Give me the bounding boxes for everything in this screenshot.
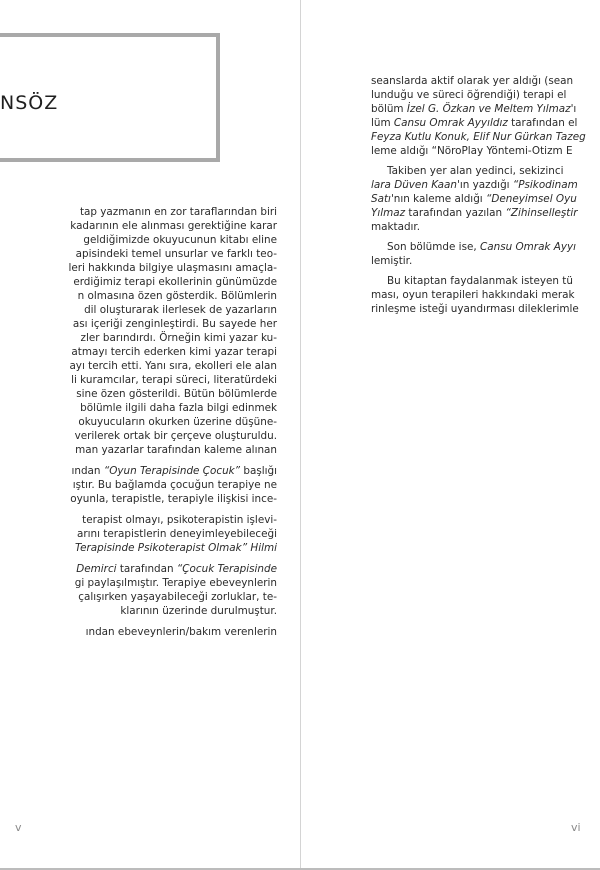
text-run: klarının üzerinde durulmuştur.	[120, 605, 277, 617]
text-run: 'ın yazdığı	[456, 179, 513, 191]
text-run: geldiğimizde okuyucunun kitabı eline	[83, 234, 277, 246]
right-text-line	[387, 164, 563, 178]
left-text-line	[80, 205, 277, 219]
left-text-line	[78, 415, 277, 429]
left-text-line	[73, 317, 277, 331]
text-run: 'ı	[570, 103, 577, 115]
text-run: lara Düven Kaan	[371, 179, 457, 191]
text-run: Son bölümde ise,	[387, 241, 480, 253]
right-page	[301, 0, 600, 870]
left-text-line	[78, 289, 277, 303]
text-run: “Çocuk Terapisinde	[176, 563, 277, 575]
text-run: tarafından	[116, 563, 177, 575]
text-run: zler barındırdı. Örneğin kimi yazar ku-	[80, 332, 277, 344]
left-text-line	[80, 401, 277, 415]
right-text-line	[371, 116, 577, 130]
text-run: Feyza Kutlu Konuk, Elif Nur Gürkan Tazeg	[371, 131, 586, 143]
left-text-line	[75, 541, 277, 555]
text-run: Terapisinde Psikoterapist Olmak”	[75, 542, 248, 554]
text-run: tap yazmanın en zor taraflarından biri	[79, 206, 277, 218]
text-run: ması, oyun terapileri hakkındaki merak	[371, 289, 575, 301]
page-number-right: vi	[571, 821, 581, 834]
right-text-line	[371, 130, 586, 144]
text-run: atmayı tercih ederken kimi yazar terapi	[71, 346, 277, 358]
left-text-line	[75, 429, 277, 443]
page-number-left: v	[15, 821, 22, 834]
left-text-line	[78, 590, 277, 604]
text-run: ından	[71, 465, 104, 477]
right-text-line	[371, 88, 566, 102]
text-run: bölümle ilgili daha fazla bilgi edinmek	[80, 402, 277, 414]
right-text-line	[371, 220, 420, 234]
text-run: okuyucuların okurken üzerine düşüne-	[78, 416, 277, 428]
chapter-title: NSÖZ	[0, 92, 59, 114]
text-run: başlığı	[240, 465, 277, 477]
text-run: n olmasına özen gösterdik. Bölümlerin	[77, 290, 277, 302]
text-run: leme aldığı “NöroPlay Yöntemi-Otizm E	[371, 145, 573, 157]
text-run: tarafından el	[507, 117, 578, 129]
left-text-line	[84, 303, 277, 317]
text-run: lüm	[371, 117, 394, 129]
text-run: lunduğu ve süreci öğrendiği) terapi el	[371, 89, 567, 101]
left-text-line	[69, 359, 277, 373]
text-run: gi paylaşılmıştır. Terapiye ebeveynlerin	[74, 577, 277, 589]
text-run: Yılmaz	[371, 207, 406, 219]
left-text-line	[81, 331, 277, 345]
right-text-line	[371, 144, 573, 158]
text-run: verilerek ortak bir çerçeve oluşturuldu.	[74, 430, 277, 442]
text-run: ası içeriği zenginleştirdi. Bu sayede her	[72, 318, 277, 330]
text-run: seanslarda aktif olarak yer aldığı (sean	[371, 75, 574, 87]
text-run: sine özen gösterildi. Bütün bölümlerde	[76, 388, 277, 400]
text-run: erdiğimiz terapi ekollerinin günümüzde	[73, 276, 277, 288]
right-text-line	[371, 178, 578, 192]
text-run: 'nın kaleme aldığı	[390, 193, 486, 205]
text-run: “Deneyimsel Oyu	[485, 193, 577, 205]
text-run: Demirci	[76, 563, 117, 575]
left-text-line	[70, 219, 277, 233]
text-run: maktadır.	[371, 221, 421, 233]
text-run: Hilmi	[250, 542, 277, 554]
text-run: arını terapistlerin deneyimleyebileceği	[77, 528, 277, 540]
left-text-line	[83, 233, 277, 247]
left-text-line	[71, 464, 277, 478]
text-run: rinleşme isteği uyandırması dileklerimle	[371, 303, 579, 315]
left-text-line	[73, 478, 277, 492]
text-run: oyunla, terapistle, terapiyle ilişkisi ince-	[70, 493, 277, 505]
left-text-line	[68, 261, 277, 275]
right-text-line	[387, 240, 576, 254]
text-run: “Zihinselleştir	[505, 207, 578, 219]
left-text-line	[75, 443, 277, 457]
right-text-line	[371, 254, 412, 268]
left-text-line	[120, 604, 277, 618]
text-run: lemiştir.	[371, 255, 413, 267]
right-text-line	[371, 102, 576, 116]
left-text-line	[76, 387, 277, 401]
text-run: kadarının ele alınması gerektiğine karar	[70, 220, 277, 232]
left-text-line	[77, 527, 277, 541]
text-run: bölüm	[371, 103, 407, 115]
text-run: apisindeki temel unsurlar ve farklı teo-	[75, 248, 277, 260]
right-text-line	[371, 192, 577, 206]
left-text-line	[70, 492, 277, 506]
text-run: terapist olmayı, psikoterapistin işlevi-	[82, 514, 277, 526]
left-text-line	[71, 345, 277, 359]
text-run: çalışırken yaşayabileceği zorluklar, te-	[78, 591, 277, 603]
right-text-line	[371, 288, 575, 302]
left-text-line	[76, 247, 277, 261]
text-run: ından ebeveynlerin/bakım verenlerin	[85, 626, 277, 638]
text-run: dil oluşturarak ilerlesek de yazarların	[84, 304, 277, 316]
text-run: Bu kitaptan faydalanmak isteyen tü	[387, 275, 573, 287]
text-run: Cansu Omrak Ayyıldız	[393, 117, 508, 129]
left-text-line	[73, 275, 277, 289]
right-text-line	[387, 274, 573, 288]
text-run: Satı	[371, 193, 391, 205]
right-text-line	[371, 302, 579, 316]
text-run: “Psikodinam	[512, 179, 578, 191]
left-text-line	[71, 373, 277, 387]
text-run: man yazarlar tarafından kaleme alınan	[75, 444, 277, 456]
text-run: İzel G. Özkan ve Meltem Yılmaz	[406, 103, 571, 115]
text-run: ıştır. Bu bağlamda çocuğun terapiye ne	[72, 479, 277, 491]
text-run: “Oyun Terapisinde Çocuk”	[103, 465, 241, 477]
right-text-line	[371, 74, 573, 88]
text-run: ayı tercih etti. Yanı sıra, ekolleri ele alan	[69, 360, 277, 372]
left-text-line	[82, 513, 277, 527]
text-run: Takiben yer alan yedinci, sekizinci	[387, 165, 564, 177]
text-run: li kuramcılar, terapi süreci, literatürdeki	[71, 374, 277, 386]
left-text-line	[76, 562, 277, 576]
text-run: leri hakkında bilgiye ulaşmasını amaçla-	[68, 262, 277, 274]
left-text-line	[86, 625, 277, 639]
text-run: Cansu Omrak Ayyı	[479, 241, 577, 253]
right-text-line	[371, 206, 578, 220]
left-text-line	[75, 576, 277, 590]
text-run: tarafından yazılan	[405, 207, 506, 219]
